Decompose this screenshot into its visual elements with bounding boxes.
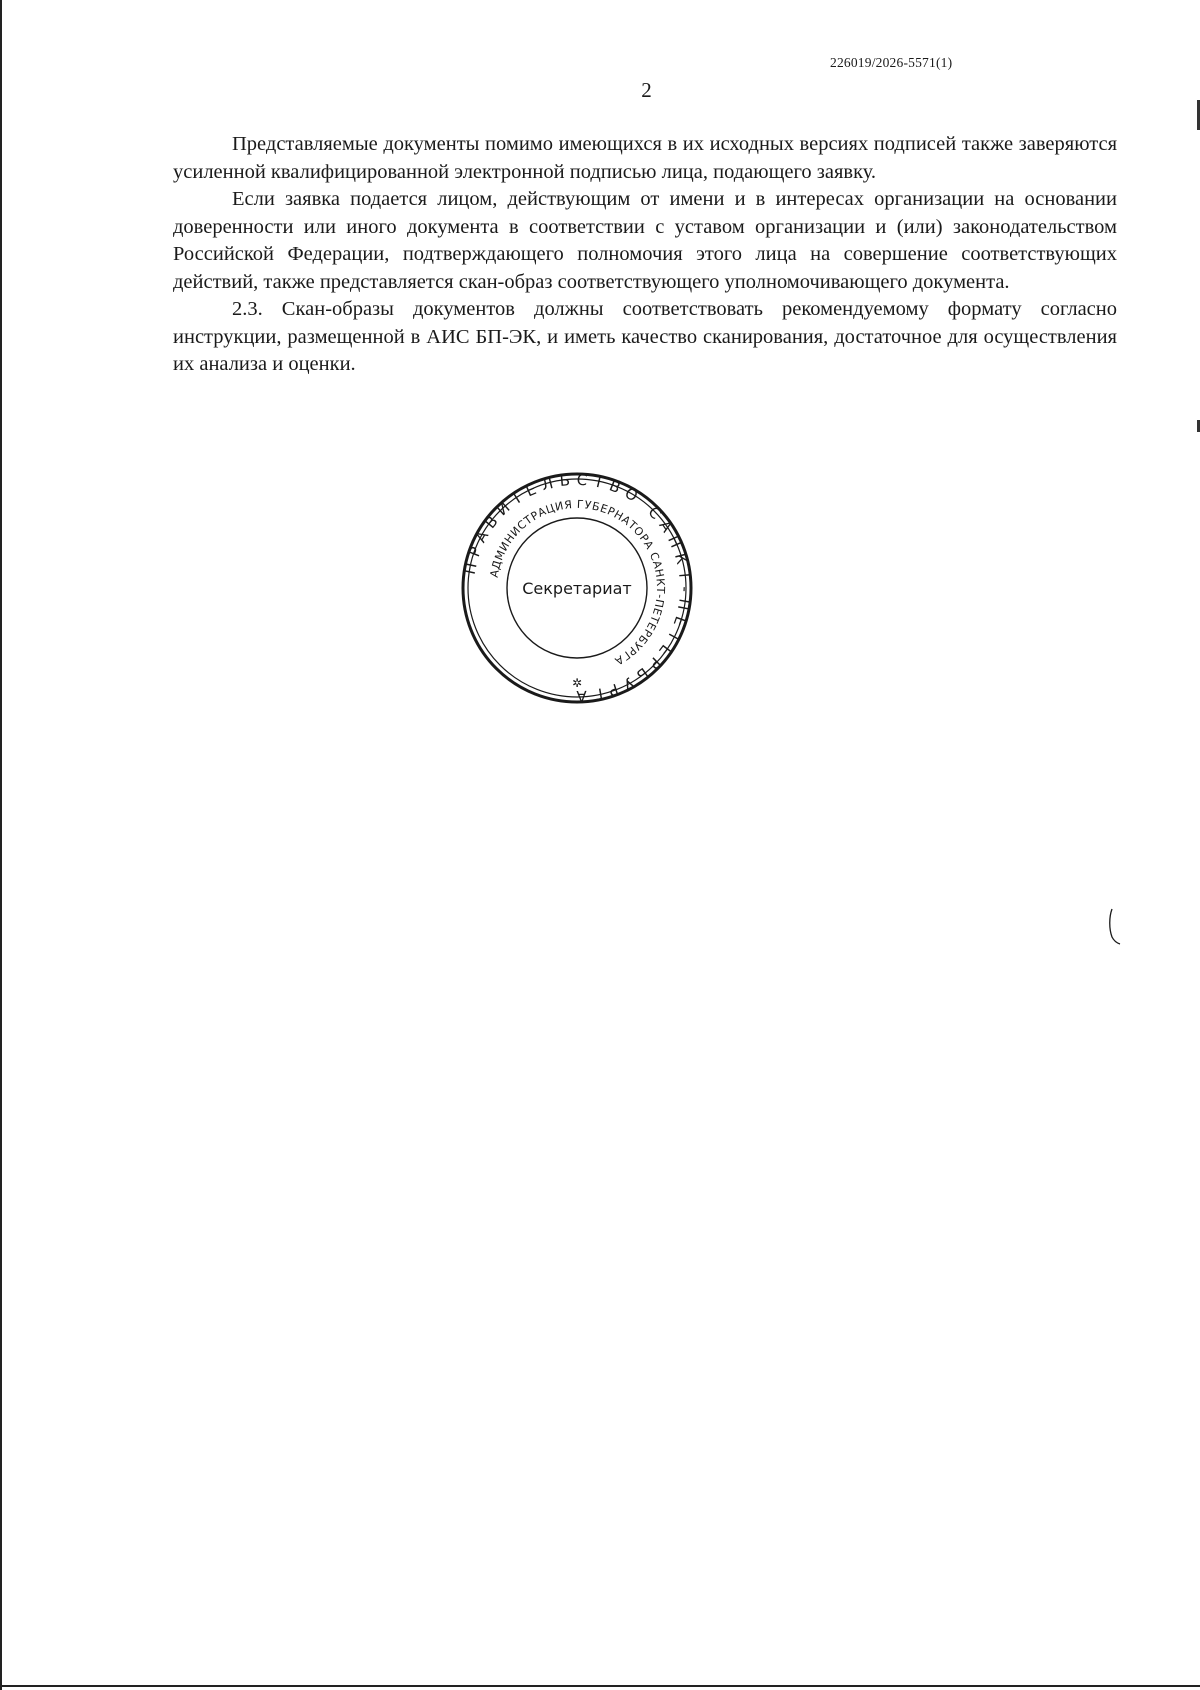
stamp-center-text: Секретариат [522, 579, 632, 598]
page-number: 2 [641, 78, 652, 102]
stamp-inner-text: АДМИНИСТРАЦИЯ ГУБЕРНАТОРА САНКТ-ПЕТЕРБУРГА [487, 497, 668, 668]
scan-edge-left [0, 0, 2, 1690]
paragraph: Представляемые документы помимо имеющихся в их исходных версиях подписей также заверяются усиленной квалифицированной электронной подписью лица, подающего заявку. [173, 133, 1117, 183]
paragraph: 2.3. Скан-образы документов должны соответствовать рекомендуемому формату согласно инструкции, размещенной в АИС БП-ЭК, и иметь качество сканирования, достаточное для осуществления их анализа и оценки. [173, 298, 1117, 375]
margin-pen-mark [1106, 907, 1126, 947]
document-body [173, 131, 1117, 379]
scan-edge-bottom [0, 1685, 1200, 1687]
stamp-seal-icon [460, 471, 694, 705]
document-number: 226019/2026-5571(1) [830, 55, 953, 70]
official-stamp [460, 471, 694, 705]
pen-stroke-icon [1106, 907, 1126, 947]
stamp-star-icon: ✲ [571, 676, 583, 690]
paragraph: Если заявка подается лицом, действующим от имени и в интересах организации на основании доверенности или иного документа в соответствии с уставом организации и (или) законодательством Российской Федерации, подтверждающего полномочия этого лица на совершение соответствующих действий, также представляется скан-образ соответствующего уполномочивающего документа. [173, 188, 1117, 293]
stamp-outer-text: ПРАВИТЕЛЬСТВО САНКТ-ПЕТЕРБУРГА [460, 471, 694, 705]
